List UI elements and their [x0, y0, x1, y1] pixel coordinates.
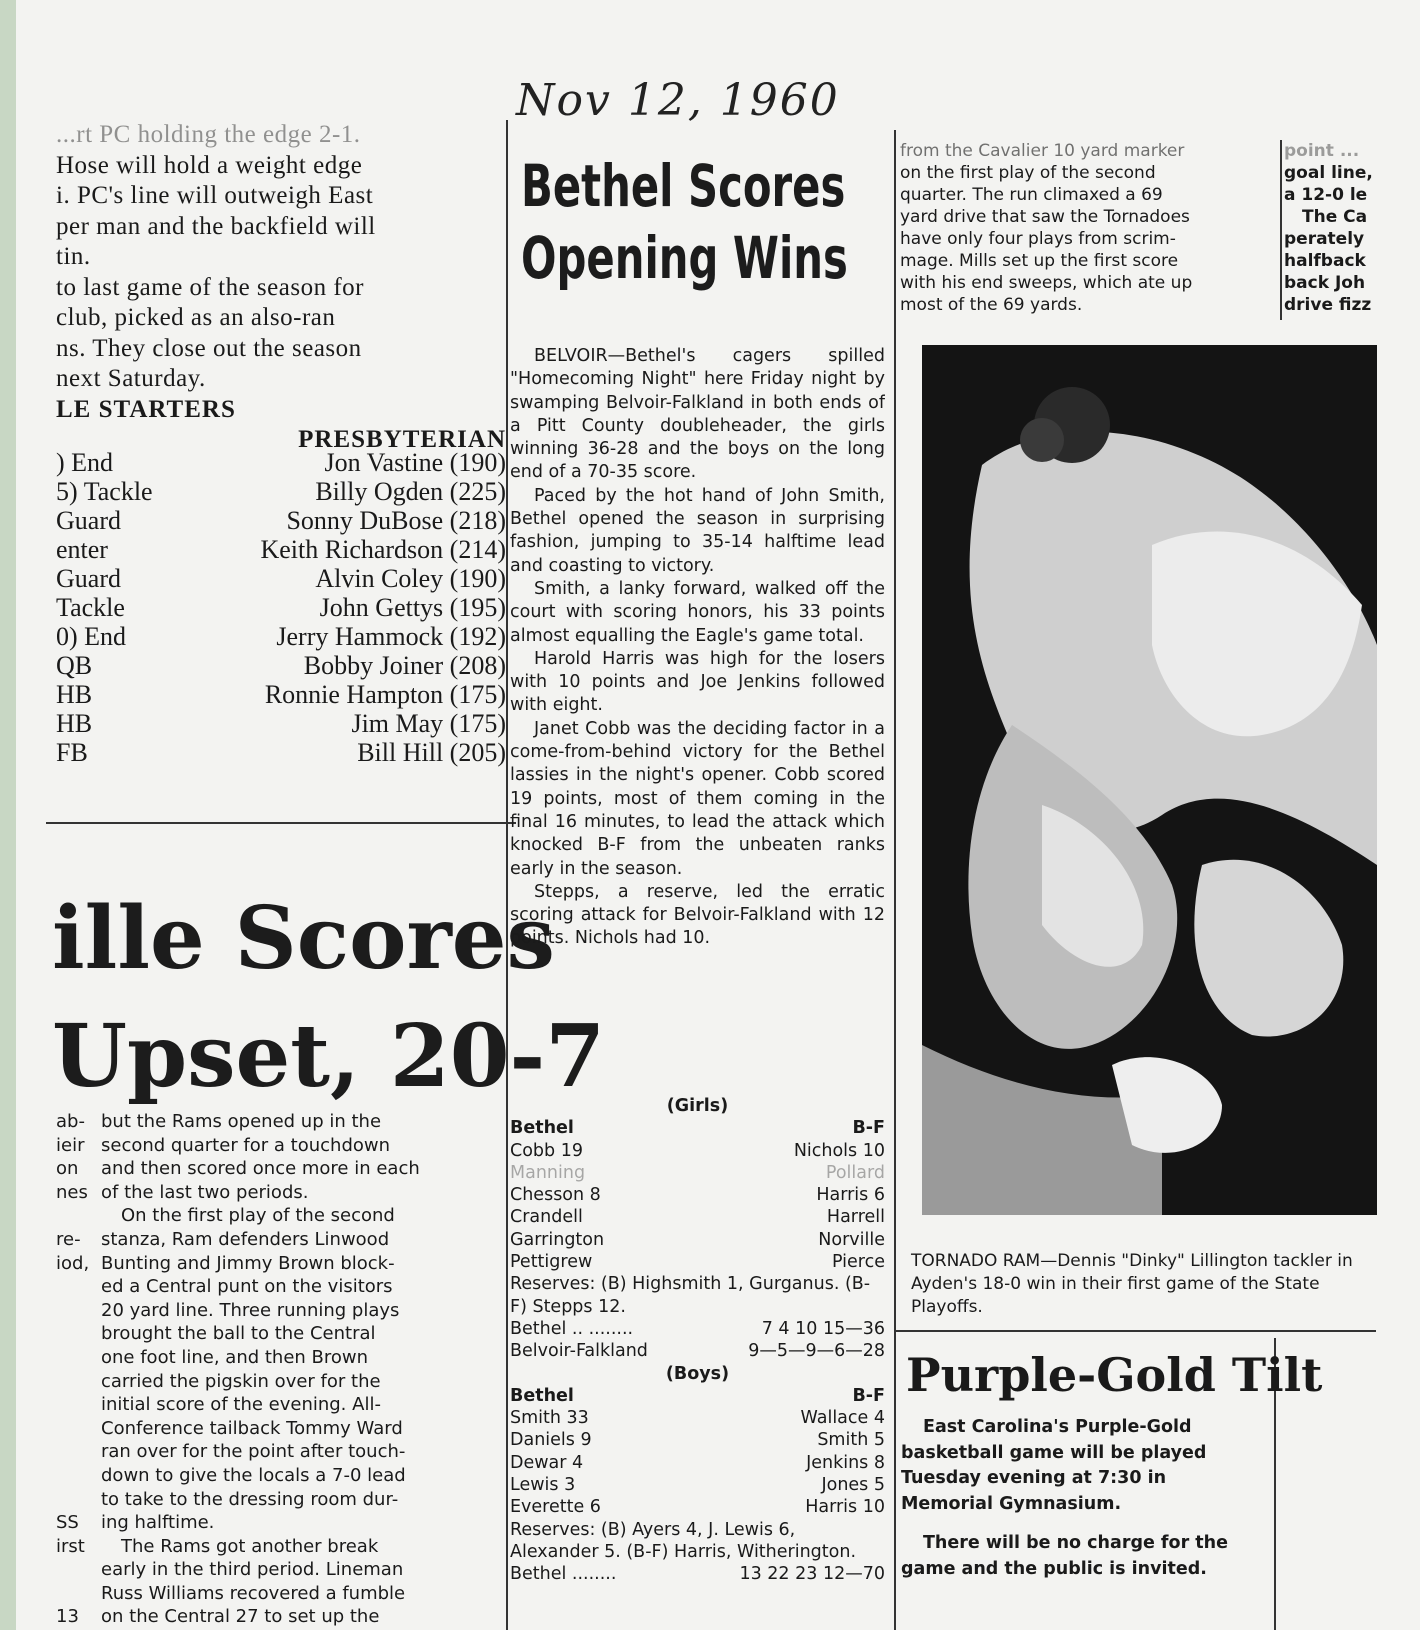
headline-line: ille Scores [52, 888, 555, 989]
roster-player: Jon Vastine (190) [324, 448, 506, 477]
roster-player: Keith Richardson (214) [260, 535, 506, 564]
roster-position: QB [56, 651, 93, 680]
story-line [56, 1204, 506, 1228]
roster-player: Billy Ogden (225) [315, 477, 506, 506]
story-line [56, 1558, 506, 1582]
roster-row [56, 477, 506, 506]
cut-fragment: iod, [56, 1252, 90, 1274]
box-left: Chesson 8 [510, 1185, 601, 1206]
box-left: Manning [510, 1162, 586, 1183]
box-row [510, 1117, 885, 1139]
football-preview-text [56, 120, 506, 456]
story-line [56, 1252, 506, 1276]
story-line [56, 1370, 506, 1394]
box-row [510, 1429, 885, 1451]
text-line: i. PC's line will outweigh East [56, 182, 374, 209]
roster-row [56, 651, 506, 680]
roster-position: enter [56, 535, 108, 564]
text-line: per man and the backfield will [56, 212, 376, 240]
box-right: 13 22 23 12—70 [739, 1564, 885, 1585]
roster-row [56, 622, 506, 651]
roster-row [56, 709, 506, 738]
box-right: B-F [852, 1385, 885, 1406]
box-row [510, 1162, 885, 1184]
story-paragraph: Janet Cobb was the deciding factor in a come-from-behind victory for the Bethel lassies in the night's opener. Cobb scored 19 points, most of them coming in the final 16 minutes, to lead the attack which knocked B-F from the unbeaten ranks early in the season. [510, 718, 885, 879]
roster-row [56, 506, 506, 535]
roster-player: Bobby Joiner (208) [303, 651, 506, 680]
roster-position: 0) End [56, 622, 127, 651]
girls-reserves: Reserves: (B) Highsmith 1, Gurganus. (B-F) Stepps 12. [510, 1274, 871, 1317]
text-line: a 12-0 le [1284, 185, 1368, 205]
box-row [510, 1563, 885, 1585]
headline-line: Opening Wins [521, 224, 848, 292]
story-line [56, 1417, 506, 1441]
box-row [510, 1184, 885, 1206]
cut-fragment [56, 1275, 101, 1299]
cut-fragment [56, 1464, 101, 1488]
roster-player: Alvin Coley (190) [315, 564, 506, 593]
purple-gold-story [901, 1415, 1256, 1596]
text-line: most of the 69 yards. [900, 295, 1083, 315]
text-line: mage. Mills set up the first score [900, 251, 1179, 271]
roster-row [56, 535, 506, 564]
box-left: Bethel [510, 1385, 574, 1406]
roster-row [56, 448, 506, 477]
box-left: Cobb 19 [510, 1140, 583, 1161]
box-right: Jones 5 [821, 1475, 885, 1496]
box-right: Smith 5 [817, 1430, 885, 1451]
story-paragraph: Paced by the hot hand of John Smith, Bethel opened the season in surprising fashion, jumping to 35-14 halftime lead and coasting to victory. [510, 485, 885, 576]
story-text: ran over for the point after touch- [101, 1441, 406, 1463]
story-line [56, 1157, 506, 1181]
box-row [510, 1385, 885, 1407]
text-line: from the Cavalier 10 yard marker [900, 141, 1185, 161]
ille-story-text [56, 1110, 506, 1629]
story-text: but the Rams opened up in the [101, 1111, 382, 1132]
story-text: one foot line, and then Brown [101, 1346, 369, 1368]
box-left: Bethel ........ [510, 1564, 617, 1585]
cut-fragment: irst [56, 1535, 85, 1557]
text-line: yard drive that saw the Tornadoes [900, 207, 1190, 227]
box-row [510, 1251, 885, 1273]
story-text: initial score of the evening. All- [101, 1394, 381, 1416]
story-text: ed a Central punt on the visitors [101, 1276, 393, 1298]
box-right: Pollard [825, 1162, 885, 1183]
box-row [510, 1407, 885, 1429]
box-right: 9—5—9—6—28 [748, 1341, 885, 1362]
text-line: quarter. The run climaxed a 69 [900, 185, 1163, 205]
story-line [56, 1440, 506, 1464]
box-left: Dewar 4 [510, 1452, 584, 1473]
bethel-story-text [510, 345, 885, 951]
cut-fragment [56, 1440, 101, 1464]
roster-player: John Gettys (195) [319, 593, 506, 622]
story-paragraph: Smith, a lanky forward, walked off the court with scoring honors, his 33 points almost equalling the Eagle's game total. [510, 578, 885, 646]
ille-scores-headline [52, 880, 606, 1116]
story-line [56, 1605, 506, 1629]
cut-column-text [1284, 140, 1394, 316]
box-row [510, 1340, 885, 1362]
roster-player: Bill Hill (205) [357, 738, 506, 767]
box-score [510, 1095, 885, 1586]
story-text: Bunting and Jimmy Brown block- [101, 1252, 395, 1274]
roster-position: Tackle [56, 593, 125, 622]
story-text: to take to the dressing room dur- [101, 1488, 399, 1510]
box-row [510, 1452, 885, 1474]
text-line: Hose will hold a weight edge [56, 151, 363, 179]
cut-fragment: ab- [56, 1111, 85, 1132]
roster-row [56, 564, 506, 593]
roster-position: ) End [56, 448, 114, 477]
cut-fragment [56, 1417, 101, 1441]
story-line [56, 1322, 506, 1346]
story-line [56, 1464, 506, 1488]
story-line [56, 1346, 506, 1370]
roster-position: FB [56, 738, 88, 767]
cut-fragment [56, 1393, 101, 1417]
roster-position: Guard [56, 564, 121, 593]
story-line [56, 1110, 506, 1134]
box-row [510, 1474, 885, 1496]
story-text: 20 yard line. Three running plays [101, 1299, 400, 1321]
box-right: Harris 6 [816, 1185, 885, 1206]
story-text: carried the pigskin over for the [101, 1370, 381, 1392]
story-line [56, 1275, 506, 1299]
story-line [56, 1228, 506, 1252]
photo-caption: TORNADO RAM—Dennis "Dinky" Lillington tackler in Ayden's 18-0 win in their first game of the State Playoffs. [911, 1251, 1353, 1317]
starters-heading: LE STARTERS [56, 395, 236, 423]
cut-fragment: SS [56, 1512, 79, 1534]
cut-fragment: on [56, 1158, 79, 1180]
handwritten-date: Nov 12, 1960 [516, 75, 840, 126]
roster-row [56, 680, 506, 709]
story-text: down to give the locals a 7-0 lead [101, 1464, 406, 1486]
box-left: Lewis 3 [510, 1475, 576, 1496]
roster-position: Guard [56, 506, 121, 535]
story-text: Russ Williams recovered a fumble [101, 1582, 406, 1604]
story-paragraph: BELVOIR—Bethel's cagers spilled "Homecoming Night" here Friday night by swamping Belvoir-Falkland in both ends of a Pitt County doubleheader, the girls winning 36-28 and the boys on the long end of a 70-35 score. [510, 346, 885, 483]
cut-fragment [56, 1582, 101, 1606]
text-line: have only four plays from scrim- [900, 229, 1176, 249]
roster-player: Jim May (175) [351, 709, 506, 738]
box-right: Harrell [826, 1207, 885, 1228]
text-line: goal line, [1284, 163, 1373, 183]
story-line [56, 1582, 506, 1606]
roster-player: Jerry Hammock (192) [276, 622, 506, 651]
box-row [510, 1206, 885, 1228]
story-text: ing halftime. [101, 1512, 215, 1534]
box-left: Everette 6 [510, 1497, 601, 1518]
story-text: stanza, Ram defenders Linwood [101, 1228, 390, 1250]
box-left: Garrington [510, 1229, 605, 1250]
text-line: perately [1284, 229, 1365, 249]
cut-fragment [56, 1370, 101, 1394]
roster-row [56, 738, 506, 767]
headline-line: Upset, 20-7 [52, 1006, 606, 1107]
newspaper-clipping [16, 0, 1420, 1630]
cut-fragment: re- [56, 1228, 81, 1250]
roster-player: Ronnie Hampton (175) [264, 680, 506, 709]
cut-fragment: 13 [56, 1606, 79, 1628]
roster-position: HB [56, 709, 93, 738]
box-left: Crandell [510, 1207, 583, 1228]
purple-gold-headline: Purple-Gold Tilt [906, 1348, 1323, 1402]
story-paragraph: Stepps, a reserve, led the erratic scoring attack for Belvoir-Falkland with 12 points. Nichols had 10. [510, 881, 885, 949]
story-text: on the Central 27 to set up the [101, 1606, 380, 1628]
football-photo [922, 345, 1377, 1215]
text-line: with his end sweeps, which ate up [900, 273, 1193, 293]
cut-fragment [56, 1322, 101, 1346]
story-text: The Rams got another break [121, 1535, 379, 1557]
box-left: Bethel .. ........ [510, 1318, 634, 1339]
section-rule-left [46, 822, 516, 824]
boys-heading: (Boys) [665, 1363, 730, 1384]
story-text: and then scored once more in each [101, 1158, 420, 1180]
story-line [56, 1393, 506, 1417]
roster-position: HB [56, 680, 93, 709]
text-line: ...rt PC holding the edge 2-1. [56, 121, 361, 148]
story-text: On the first play of the second [121, 1205, 395, 1227]
tornado-story-text [900, 140, 1280, 316]
story-paragraph: Harold Harris was high for the losers with 10 points and Joe Jenkins followed with eight. [510, 648, 885, 716]
photo-image [922, 345, 1377, 1215]
text-line: drive fizz [1284, 295, 1372, 315]
story-line [56, 1181, 506, 1205]
box-left: Smith 33 [510, 1408, 589, 1429]
box-right: Pierce [832, 1252, 885, 1273]
bethel-headline [521, 150, 848, 294]
box-right: Jenkins 8 [806, 1452, 885, 1473]
column-rule-3 [1280, 140, 1282, 320]
cut-fragment [56, 1346, 101, 1370]
roster-position: 5) Tackle [56, 477, 153, 506]
text-line: ns. They close out the season [56, 334, 362, 362]
cut-fragment: nes [56, 1181, 88, 1203]
story-line [56, 1134, 506, 1158]
box-right: 7 4 10 15—36 [761, 1318, 885, 1339]
boys-reserves: Reserves: (B) Ayers 4, J. Lewis 6, Alexander 5. (B-F) Harris, Witherington. [510, 1519, 857, 1562]
box-left: Belvoir-Falkland [510, 1341, 648, 1362]
story-paragraph: There will be no charge for the game and the public is invited. [901, 1533, 1228, 1579]
story-line [56, 1535, 506, 1559]
starters-roster [56, 448, 506, 767]
text-line: The Ca [1302, 207, 1368, 227]
text-line: back Joh [1284, 273, 1366, 293]
cut-fragment [56, 1488, 101, 1512]
box-left: Bethel [510, 1118, 574, 1139]
story-line [56, 1299, 506, 1323]
box-right: Wallace 4 [800, 1408, 885, 1429]
cut-fragment [56, 1558, 101, 1582]
roster-player: Sonny DuBose (218) [286, 506, 506, 535]
story-text: second quarter for a touchdown [101, 1134, 391, 1156]
roster-row [56, 593, 506, 622]
box-row [510, 1496, 885, 1518]
text-line: club, picked as an also-ran [56, 304, 336, 331]
box-right: B-F [852, 1118, 885, 1139]
presbyterian-heading: PRESBYTERIAN [298, 426, 506, 453]
story-paragraph: East Carolina's Purple-Gold basketball game will be played Tuesday evening at 7:30 in Memorial Gymnasium. [901, 1417, 1207, 1514]
text-line: on the first play of the second [900, 163, 1156, 183]
cut-fragment [56, 1299, 101, 1323]
story-text: of the last two periods. [101, 1181, 309, 1203]
box-left: Daniels 9 [510, 1430, 592, 1451]
box-right: Norville [818, 1229, 885, 1250]
box-row [510, 1229, 885, 1251]
story-text: brought the ball to the Central [101, 1323, 376, 1345]
story-line [56, 1511, 506, 1535]
box-left: Pettigrew [510, 1252, 593, 1273]
story-text: early in the third period. Lineman [101, 1559, 404, 1581]
box-right: Harris 10 [805, 1497, 885, 1518]
box-right: Nichols 10 [793, 1140, 885, 1161]
box-row [510, 1140, 885, 1162]
headline-line: Bethel Scores [521, 152, 846, 220]
girls-heading: (Girls) [666, 1096, 729, 1116]
cut-fragment [56, 1204, 101, 1228]
section-rule-right [896, 1330, 1376, 1332]
text-line: to last game of the season for [56, 273, 364, 301]
text-line: point ... [1284, 141, 1360, 161]
story-line [56, 1488, 506, 1512]
box-row [510, 1318, 885, 1340]
column-rule-1 [506, 120, 508, 1630]
text-line: next Saturday. [56, 365, 206, 392]
story-text: Conference tailback Tommy Ward [101, 1417, 403, 1439]
text-line: halfback [1284, 251, 1366, 271]
cut-fragment: ieir [56, 1134, 85, 1156]
column-rule-2 [894, 130, 896, 1630]
text-line: tin. [56, 243, 91, 270]
